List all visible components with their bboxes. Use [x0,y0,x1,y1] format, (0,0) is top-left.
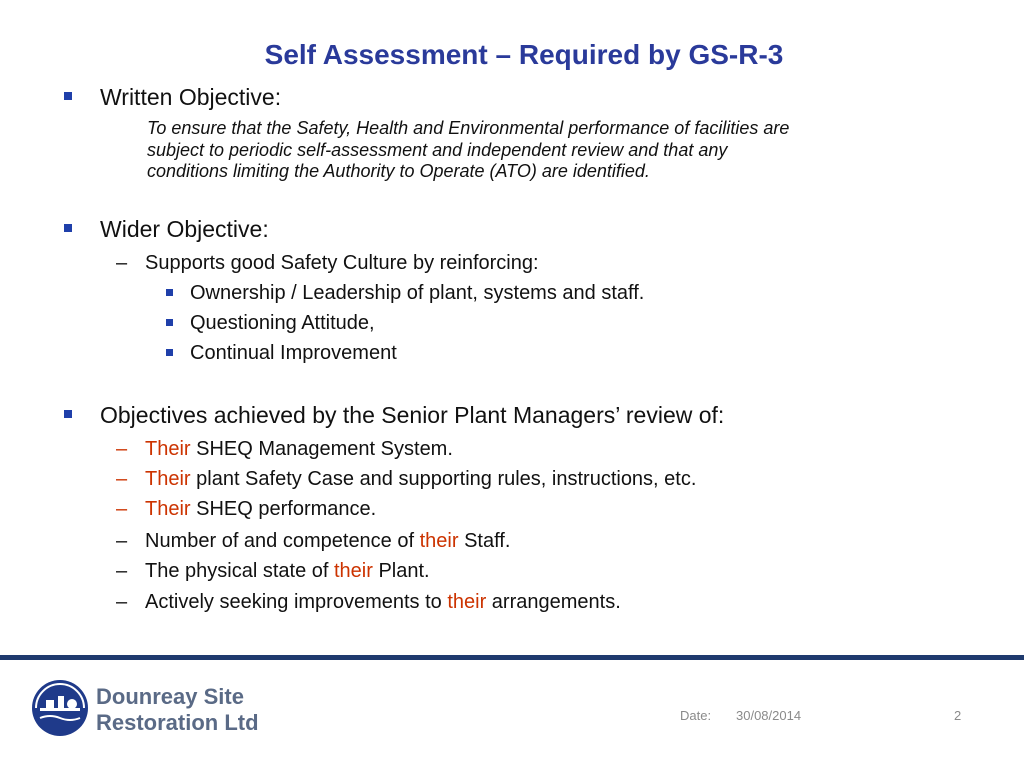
dash-icon: – [116,560,128,582]
list-item: Questioning Attitude, [190,312,375,334]
company-name-line: Restoration Ltd [96,710,259,736]
written-objective-heading: Written Objective: [100,84,282,110]
item-text: SHEQ Management System. [190,438,453,460]
quote-line: conditions limiting the Authority to Operate (ATO) are identified. [147,161,650,182]
list-item [145,467,696,491]
slide-title: Self Assessment – Required by GS-R-3 [264,39,784,70]
objectives-achieved-heading: Objectives achieved by the Senior Plant Managers’ review of: [100,402,725,428]
date-label: Date: [680,708,712,723]
list-item [145,497,376,521]
item-text: arrangements. [486,591,621,613]
dash-icon: – [116,252,128,274]
list-item [145,529,510,553]
item-text: The physical state of [145,560,334,582]
list-item: Continual Improvement [190,342,397,364]
page-number: 2 [954,708,962,723]
written-objective-quote [147,118,1007,183]
list-item [145,437,453,461]
bullet-square-icon [166,319,173,326]
dash-icon: – [116,591,128,613]
item-text: plant Safety Case and supporting rules, instructions, etc. [190,468,697,490]
item-highlight: their [447,591,487,613]
item-text: Actively seeking improvements to [145,591,448,613]
list-item: Ownership / Leadership of plant, systems and staff. [190,282,645,304]
wider-objective-heading: Wider Objective: [100,216,269,242]
quote-line: To ensure that the Safety, Health and Environmental performance of facilities are [147,118,790,138]
list-item [145,590,621,614]
dash-icon: – [116,498,128,520]
footer-divider [0,655,1024,660]
company-logo-icon [30,678,90,738]
bullet-square-icon [166,289,173,296]
list-item [145,559,430,583]
company-name [96,684,259,737]
item-highlight: their [333,560,373,582]
dash-icon: – [116,530,128,552]
date-value: 30/08/2014 [736,708,802,723]
bullet-square-icon [166,349,173,356]
wider-objective-subitem: Supports good Safety Culture by reinforcing: [145,252,539,274]
dash-icon: – [116,468,128,490]
item-highlight: Their [145,468,191,490]
bullet-square-icon [64,92,72,100]
item-text: SHEQ performance. [190,498,377,520]
item-highlight: their [419,530,459,552]
bullet-square-icon [64,410,72,418]
company-name-line: Dounreay Site [96,684,244,709]
quote-line: subject to periodic self-assessment and independent review and that any [147,139,728,160]
item-highlight: Their [145,498,191,520]
item-text: Number of and competence of [145,530,420,552]
item-highlight: Their [145,438,191,460]
dash-icon: – [116,438,128,460]
item-text: Staff. [458,530,511,552]
bullet-square-icon [64,224,72,232]
item-text: Plant. [372,560,430,582]
